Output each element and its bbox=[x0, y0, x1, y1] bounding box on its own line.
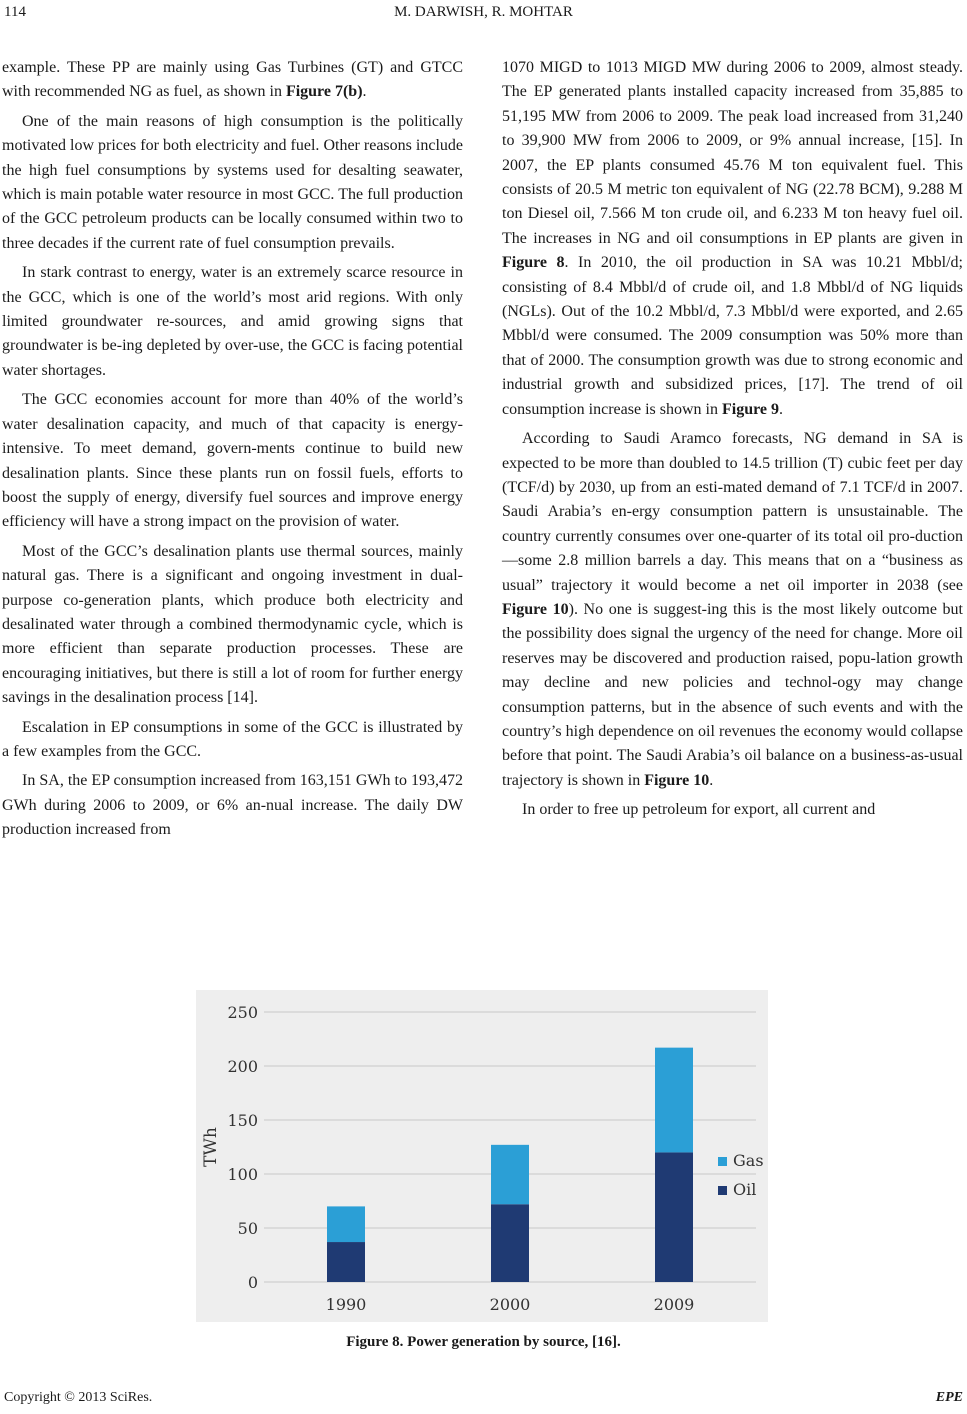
text-run: . bbox=[779, 400, 783, 418]
text-run: ). No one is suggest-ing this is the most likely outcome but the possibility does signal the urgency of the need for change. More oil reserves may be discovered and production raised, popu-lation growth may decline and new policies and technol-ogy may change consumption patterns, but in the absence of such events and with the country’s high dependence on oil revenues the economy would collapse before that point. The Saudi Arabia’s oil balance on a business-as-usual trajectory is shown in bbox=[502, 600, 964, 789]
text-run: According to Saudi Aramco forecasts, NG demand in SA is expected to be more than doubled to 14.5 trillion (T) cubic feet per day (TCF/d) by 2030, up from an esti-mated demand of 7.1 TCF/d in 2007. Saudi Arabia’s en-ergy consumption pattern is unsustainable. The country currently consumes over one-quarter of its total oil pro-duction—some 2.8 million barrels a day. This means that on a “business as usual” trajectory it would become a net oil importer in 2038 (see bbox=[502, 430, 963, 594]
bar-gas-2000 bbox=[491, 1145, 529, 1204]
text-run: . bbox=[709, 771, 714, 789]
paragraph: The GCC economies account for more than 40% of the world’s water desalination capacity, and much of that capacity is energy-intensive. To meet demand, govern-ments continue to build new desalination plants. Since these plants run on fossil fuels, efforts to boost the supply of energy, diversify fuel sources and improve energy efficiency will have a strong impact on the provision of water. bbox=[2, 391, 463, 531]
copyright-notice: Copyright © 2013 SciRes. bbox=[4, 1390, 153, 1405]
bar-oil-2000 bbox=[491, 1204, 529, 1282]
paragraph bbox=[2, 56, 463, 105]
bar-oil-1990 bbox=[327, 1242, 365, 1282]
figure-caption: Figure 8. Power generation by source, [16]. bbox=[346, 1334, 621, 1350]
right-column bbox=[502, 56, 963, 828]
legend-swatch-gas bbox=[718, 1157, 727, 1166]
paragraph bbox=[502, 56, 963, 422]
y-tick-label: 0 bbox=[247, 1273, 258, 1292]
text-run: . In 2010, the oil production in SA was 10.21 Mbbl/d; consisting of 8.4 Mbbl/d of crude oil, and 1.8 Mbbl/d of NG liquids (NGLs). Out of the 10.2 Mbbl/d, 7.3 Mbbl/d were exported, and 2.65 Mbbl/d were consumed. The 2009 consumption was 50% more than that of 2000. The consumption growth was due to strong economic and industrial growth and subsidized prices, [17]. The trend of oil consumption increase is shown in bbox=[502, 254, 964, 418]
page-footer bbox=[0, 1390, 967, 1412]
y-tick-label: 200 bbox=[227, 1057, 258, 1076]
figure-8-chart bbox=[196, 990, 768, 1322]
y-axis-label: TWh bbox=[201, 1127, 221, 1167]
paragraph bbox=[502, 427, 963, 793]
paragraph: In order to free up petroleum for export, all current and bbox=[522, 801, 876, 819]
text-run: . bbox=[362, 83, 367, 101]
figure-reference: Figure 7(b) bbox=[285, 83, 363, 101]
bar-oil-2009 bbox=[655, 1152, 693, 1282]
text-run: example. These PP are mainly using Gas Turbines (GT) and GTCC with recommended NG as fuel, as shown in bbox=[2, 59, 463, 101]
figure-reference: Figure 9 bbox=[721, 400, 779, 418]
figure-reference: Figure 10 bbox=[502, 600, 569, 618]
x-tick-label: 1990 bbox=[325, 1295, 367, 1314]
bar-gas-1990 bbox=[327, 1206, 365, 1242]
bar-chart bbox=[196, 990, 768, 1322]
paragraph: In stark contrast to energy, water is an extremely scarce resource in the GCC, which is one of the world’s most arid regions. With only limited groundwater re-sources, and amid growing signs that groundwater is be-ing depleted by over-use, the GCC is facing potential water shortages. bbox=[2, 264, 463, 379]
x-tick-label: 2000 bbox=[489, 1295, 531, 1314]
paragraph: In SA, the EP consumption increased from 163,151 GWh to 193,472 GWh during 2006 to 2009, or 6% an-nual increase. The daily DW production increased from bbox=[2, 772, 463, 839]
bar-gas-2009 bbox=[655, 1048, 693, 1153]
paragraph: Most of the GCC’s desalination plants use thermal sources, mainly natural gas. There is a significant and ongoing investment in dual-purpose co-generation plants, which produce both electricity and desalinated water through a combined thermodynamic cycle, which is more efficient than separate production processes. These are encouraging initiatives, but there is still a lot of room for further energy savings in the desalination process [14]. bbox=[2, 542, 463, 707]
journal-abbrev: EPE bbox=[935, 1390, 963, 1405]
paragraph: One of the main reasons of high consumption is the politically motivated low prices for both electricity and fuel. Other reasons include the high fuel consumptions by systems used for desalting seawater, which is main potable water resource in most GCC. The full production of the GCC petroleum products can be locally consumed within two to three decades if the current rate of fuel consumption prevails. bbox=[2, 112, 463, 252]
figure-reference: Figure 10 bbox=[644, 771, 710, 789]
legend-swatch-oil bbox=[718, 1186, 727, 1195]
y-tick-label: 100 bbox=[227, 1165, 258, 1184]
running-title: M. DARWISH, R. MOHTAR bbox=[394, 4, 573, 20]
x-tick-label: 2009 bbox=[653, 1295, 695, 1314]
figure-reference: Figure 8 bbox=[502, 254, 565, 272]
page-header bbox=[0, 0, 967, 24]
page-number: 114 bbox=[4, 4, 26, 20]
left-column bbox=[2, 56, 463, 848]
legend-label-oil: Oil bbox=[733, 1180, 757, 1199]
paragraph: Escalation in EP consumptions in some of the GCC is illustrated by a few examples from the GCC. bbox=[2, 718, 463, 760]
y-tick-label: 250 bbox=[227, 1003, 258, 1022]
y-tick-label: 50 bbox=[237, 1219, 258, 1238]
y-tick-label: 150 bbox=[227, 1111, 258, 1130]
text-run: 1070 MIGD to 1013 MIGD MW during 2006 to 2009, almost steady. The EP generated plants installed capacity increased from 35,885 to 51,195 MW from 2006 to 2009. The peak load increased from 31,240 to 39,900 MW from 2006 to 2009, or 9% annual increase, [15]. In 2007, the EP plants consumed 45.76 M ton equivalent fuel. This consists of 20.5 M metric ton equivalent of NG (22.78 BCM), 9.288 M ton Diesel oil, 7.566 M ton crude oil, and 6.233 M ton heavy fuel oil. The increases in NG and oil consumptions in EP plants are given in bbox=[502, 59, 963, 247]
legend-label-gas: Gas bbox=[733, 1151, 764, 1170]
